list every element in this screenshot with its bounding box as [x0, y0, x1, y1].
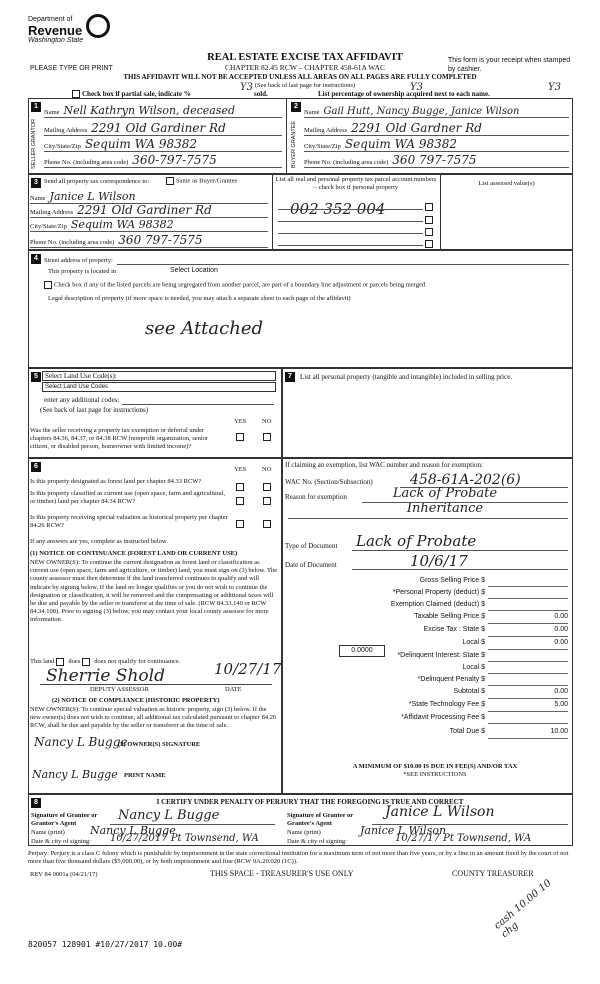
county-treasurer: COUNTY TREASURER	[452, 869, 534, 878]
fee-row	[286, 726, 568, 739]
grantor-name[interactable]: Nancy L Bugge	[90, 824, 176, 837]
buyer-phone[interactable]: 360 797-7575	[392, 153, 477, 167]
exemption-question: Was the seller receiving a property tax exemption or deferral under chapters 84.36, 84.37, or 84.38 RCW (nonprofit organization, senior citizen, or disabled person, homeowner with limited income)?	[30, 427, 209, 450]
grantee-signature[interactable]: Janice L Wilson	[385, 804, 495, 820]
buyer-side-label: BUYER GRANTEE	[291, 120, 297, 168]
treasurer-space: THIS SPACE - TREASURER'S USE ONLY	[210, 869, 354, 878]
ownership-list: List percentage of ownership acquired next to each name.	[318, 90, 490, 98]
fee-label: Excise Tax : State $	[423, 626, 485, 633]
fee-row	[286, 662, 568, 674]
tax-address[interactable]: 2291 Old Gardiner Rd	[77, 203, 212, 217]
tax-phone[interactable]: 360 797-7575	[118, 233, 203, 247]
fee-label: Gross Selling Price $	[419, 577, 485, 584]
grantee-date[interactable]: 10/27/17 Pt Townsend, WA	[395, 833, 532, 844]
fee-row	[286, 637, 568, 650]
tax-addr-label: Mailing Address	[30, 209, 74, 216]
historic-question: Is this property receiving special valuation as historical property per chapter 84.26 RCW?	[30, 514, 228, 529]
recording-stamp: 820057 128901 #10/27/2017 10.00#	[28, 940, 183, 949]
fee-label: *State Technology Fee $	[408, 701, 485, 708]
does-label: does	[68, 658, 81, 665]
divider	[272, 174, 273, 250]
rev-number: REV 84 0001a (04/21/17)	[30, 871, 98, 878]
pct-2: Y3	[410, 82, 423, 93]
buyer-city[interactable]: Sequim WA 98382	[344, 137, 457, 151]
dept-line3: Washington State	[28, 37, 84, 44]
legal-description[interactable]: see Attached	[145, 318, 263, 339]
assessed-header: List assessed value(s)	[478, 180, 535, 187]
print-name-value: Nancy L Bugge	[32, 768, 118, 781]
section-6-no: NO	[262, 466, 272, 473]
fee-label: Local $	[462, 639, 485, 646]
buyer-city-label: City/State/Zip	[304, 143, 341, 150]
grantee-name[interactable]: Janice L Wilson	[360, 824, 447, 837]
fee-row	[286, 575, 568, 587]
located-label: This property is located in	[48, 268, 117, 275]
fee-label: *Delinquent Penalty $	[417, 676, 485, 683]
owner-signature: Nancy L Bugge	[34, 735, 128, 749]
qualify-label: qualify for continuance.	[118, 658, 181, 665]
seller-side-label: SELLER GRANTOR	[31, 118, 37, 170]
current-use-no-checkbox[interactable]	[263, 497, 271, 505]
section-6-yes: YES	[234, 466, 247, 473]
fee-table	[286, 575, 568, 739]
fee-row	[286, 674, 568, 686]
same-as-buyer: Same as Buyer/Grantee	[166, 177, 237, 185]
partial-sale: Check box if partial sale, indicate %	[72, 90, 191, 99]
print-name-label: PRINT NAME	[124, 772, 166, 779]
section-4-number: 4	[31, 254, 41, 264]
additional-codes-field[interactable]	[122, 396, 274, 405]
fee-label: Subtotal $	[453, 688, 485, 695]
section-3-number: 3	[31, 178, 41, 188]
fee-value[interactable]	[488, 662, 568, 674]
perjury-notice: Perjury: Perjury is a class C felony which is punishable by imprisonment in the state correctional institution for a maximum term of not more than five years, or by a fine in an amount fixed by the court of not more than five thousand dollars ($5,000.00), or by both imprisonment and fine (RCW 9A.20.020 (1C)).	[28, 850, 569, 865]
form-title: REAL ESTATE EXCISE TAX AFFIDAVIT	[207, 52, 403, 63]
if-yes-note: If any answers are yes, complete as instructed below.	[30, 538, 168, 545]
section-2-number: 2	[291, 102, 301, 112]
fee-label: Local $	[462, 664, 485, 671]
fee-label: *Delinquent Interest: State $	[397, 652, 485, 659]
seller-phone-label: Phone No. (including area code)	[44, 159, 129, 166]
fee-value[interactable]	[488, 599, 568, 611]
fee-row	[286, 650, 568, 662]
owner-signature-label: (3) OWNER(S) SIGNATURE	[118, 741, 201, 748]
fee-label: Taxable Selling Price $	[414, 613, 485, 620]
buyer-addr-label: Mailing Address	[304, 127, 348, 134]
doc-date-value[interactable]: 10/6/17	[410, 552, 468, 570]
reason-line	[362, 502, 568, 503]
warning-line: THIS AFFIDAVIT WILL NOT BE ACCEPTED UNLESS ALL AREAS ON ALL PAGES ARE FULLY COMPLETED	[123, 73, 477, 81]
current-use-yes-checkbox[interactable]	[236, 497, 244, 505]
cash-note: cash 10.00 10 chg	[492, 877, 554, 941]
dor-logo-mark-icon	[86, 14, 110, 38]
segregation-note: Check box if any of the listed parcels are being segregated from another parcel, are part of a boundary line adjustment or parcels being merged	[44, 281, 425, 289]
forest-question: Is this property designated as forest land per chapter 84.33 RCW?	[30, 478, 202, 485]
certify-statement: I CERTIFY UNDER PENALTY OF PERJURY THAT THE FOREGOING IS TRUE AND CORRECT	[156, 798, 464, 806]
fee-label: Exemption Claimed (deduct) $	[390, 601, 485, 608]
section-5-yes: YES	[234, 418, 247, 425]
section-5-no: NO	[262, 418, 272, 425]
fee-row	[286, 587, 568, 599]
street-label: Street address of property:	[44, 257, 113, 264]
historic-no-checkbox[interactable]	[263, 520, 271, 528]
grantee-name-label: Name (print)	[287, 829, 321, 836]
seller-phone[interactable]: 360-797-7575	[132, 153, 217, 167]
wac-label: WAC No. (Section/Subsection)	[285, 478, 373, 486]
sold-label: sold.	[254, 90, 268, 98]
parcel-line-2	[278, 210, 423, 222]
assessor-date: 10/27/17	[214, 660, 282, 678]
tax-name[interactable]: Janice L Wilson	[49, 190, 136, 203]
grantor-date[interactable]: 10/27/2017 Pt Townsend, WA	[110, 833, 259, 844]
doc-type-label: Type of Document	[285, 542, 338, 550]
see-back: (See back of last page for instructions)	[254, 82, 356, 89]
fee-value[interactable]: 0.00	[488, 624, 568, 637]
land-use-label: Select Land Use Code(s):	[42, 371, 276, 381]
grantor-name-label: Name (print)	[31, 829, 65, 836]
tax-city[interactable]: Sequim WA 98382	[70, 218, 174, 231]
notice-compliance-body: NEW OWNER(S): To continue special valuation as historic property, sign (3) below. If the new owner(s) does not wish to continue, all additional tax calculated pursuant to chapter 84.26 RCW, shall be due and payable by the seller or transferor at the time of sale.	[30, 706, 277, 730]
doc-date-label: Date of Document	[285, 561, 337, 569]
notice-continuance-body: NEW OWNER(S): To continue the current designation as forest land or classification as current use (open space, farm and agriculture, or timber) land, you must sign on (3) below. The county assessor must then determine if the land transferred continues to qualify and will indicate by signing below. If the land no longer qualifies or you do not wish to continue the designation or classification, it will be removed and the compensating or additional taxes will be due and payable by the seller or transferor at the time of sale. (RCW 84.33.140 or RCW 84.34.108). Prior to signing (3) below, you may contact your local county assessor for more information.	[30, 559, 278, 624]
pct-1: Y3	[240, 82, 253, 93]
exemption-yes-checkbox[interactable]	[236, 433, 244, 441]
parcel-line-3	[278, 222, 423, 234]
fee-row	[286, 624, 568, 637]
parcel-line-4	[278, 234, 423, 246]
exemption-no-checkbox[interactable]	[263, 433, 271, 441]
section-5-number: 5	[31, 372, 41, 382]
pct-3: Y3	[548, 82, 561, 93]
fee-value[interactable]	[488, 587, 568, 599]
local-rate-box[interactable]: 0.0000	[339, 645, 385, 657]
parcel-number[interactable]: 002 352 004	[290, 200, 386, 218]
does-not-checkbox[interactable]	[82, 658, 90, 666]
doc-type-value[interactable]: Lack of Probate	[356, 532, 477, 550]
buyer-name-label: Name	[304, 109, 320, 116]
section-5-see-back: (See back of last page for instructions)	[40, 406, 149, 414]
notice-compliance-title: (2) NOTICE OF COMPLIANCE (HISTORIC PROPERTY)	[52, 697, 220, 704]
fee-value[interactable]: 0.00	[488, 611, 568, 624]
seller-name-label: Name	[44, 109, 60, 116]
fee-value[interactable]	[488, 650, 568, 662]
fee-row	[286, 712, 568, 724]
fee-value[interactable]: 0.00	[488, 686, 568, 699]
dept-line1: Department of	[28, 16, 73, 23]
fee-row	[286, 611, 568, 624]
continuance-line	[30, 658, 180, 666]
seller-address[interactable]: 2291 Old Gardiner Rd	[91, 121, 226, 135]
buyer-name[interactable]: Gail Hutt, Nancy Bugge, Janice Wilson	[323, 106, 520, 117]
assessor-date-label: DATE	[225, 686, 242, 693]
assessor-signature: Sherrie Shold	[46, 666, 165, 686]
same-as-buyer-checkbox[interactable]	[166, 177, 174, 185]
parcel-checkbox-4[interactable]	[425, 240, 433, 248]
section-6-number: 6	[31, 462, 41, 472]
send-correspondence-label: Send all property tax correspondence to:	[44, 178, 150, 185]
fee-label: *Personal Property (deduct) $	[392, 589, 485, 596]
segregation-checkbox[interactable]	[44, 281, 52, 289]
deputy-assessor-label: DEPUTY ASSESSOR	[90, 686, 149, 693]
seller-addr-label: Mailing Address	[44, 127, 88, 134]
does-not-label: does not	[94, 658, 117, 665]
street-field[interactable]	[117, 257, 569, 265]
grantor-date-label: Date & city of signing:	[31, 838, 91, 845]
exemption-claim-label: If claiming an exemption, list WAC number and reason for exemption:	[285, 461, 483, 469]
doc-type-line	[352, 550, 568, 551]
grantor-signature[interactable]: Nancy L Bugge	[118, 808, 220, 823]
parcel-header: List all real and personal property tax parcel account numbers – check box if personal property	[275, 176, 437, 191]
forest-no-checkbox[interactable]	[263, 483, 271, 491]
reason-label: Reason for exemption	[285, 493, 347, 501]
fee-label: *Affidavit Processing Fee $	[401, 714, 485, 721]
fee-value[interactable]: 10.00	[488, 726, 568, 739]
fee-value[interactable]	[488, 712, 568, 724]
fee-value[interactable]: 0.00	[488, 637, 568, 650]
notice-continuance-title: (1) NOTICE OF CONTINUANCE (FOREST LAND OR CURRENT USE)	[30, 550, 238, 557]
grantor-sig-label: Signature of Grantor or Grantor's Agent	[31, 812, 98, 827]
please-type: PLEASE TYPE OR PRINT	[30, 65, 113, 72]
reason-line-2	[288, 518, 568, 519]
grantee-date-label: Date & city of signing:	[287, 838, 347, 845]
parcel-line-1	[278, 196, 423, 210]
fee-value[interactable]	[488, 575, 568, 587]
reason-value[interactable]: Lack of Probate Inheritance	[392, 486, 498, 516]
this-land-label: This land	[30, 658, 55, 665]
location-select[interactable]: Select Location	[170, 267, 218, 274]
fee-value[interactable]: 5.00	[488, 699, 568, 712]
receipt-note: This form is your receipt when stamped by cashier.	[448, 57, 571, 73]
form-chapter: CHAPTER 82.45 RCW – CHAPTER 458-61A WAC	[225, 63, 385, 72]
wac-number[interactable]: 458-61A-202(6)	[410, 472, 521, 488]
fee-row	[286, 599, 568, 611]
legal-label: Legal description of property (if more space is needed, you may attach a separate sheet to each page of the affidavit)	[48, 295, 351, 302]
fee-row	[286, 686, 568, 699]
dept-line2: Revenue	[28, 23, 83, 38]
personal-property-label: List all personal property (tangible and intangible) included in selling price.	[300, 373, 513, 381]
tax-name-label: Name	[30, 195, 46, 202]
additional-codes-label: enter any additional codes:	[44, 396, 120, 404]
section-7-number: 7	[285, 372, 295, 382]
grantee-sig-label: Signature of Grantee or Grantee's Agent	[287, 812, 354, 827]
historic-yes-checkbox[interactable]	[236, 520, 244, 528]
see-instructions: *SEE INSTRUCTIONS	[403, 771, 467, 778]
minimum-note: A MINIMUM OF $10.00 IS DUE IN FEE(S) AND/OR TAX	[352, 763, 518, 770]
seller-city[interactable]: Sequim WA 98382	[84, 137, 197, 151]
assessor-line	[40, 684, 272, 685]
buyer-address[interactable]: 2291 Old Gardner Rd	[351, 121, 482, 135]
fee-row	[286, 699, 568, 712]
section-1-number: 1	[31, 102, 41, 112]
divider	[440, 174, 441, 250]
forest-yes-checkbox[interactable]	[236, 483, 244, 491]
seller-city-label: City/State/Zip	[44, 143, 81, 150]
land-use-select[interactable]: Select Land Use Codes	[42, 382, 276, 392]
tax-phone-label: Phone No. (including area code)	[30, 239, 115, 246]
fee-label: Total Due $	[449, 728, 485, 735]
does-checkbox[interactable]	[56, 658, 64, 666]
fee-value[interactable]	[488, 674, 568, 686]
current-use-question: Is this property classified as current use (open space, farm and agricultural, or timber) land per chapter 84.34 RCW?	[30, 490, 226, 505]
section-8-number: 8	[31, 798, 41, 808]
seller-name[interactable]: Nell Kathryn Wilson, deceased	[63, 104, 236, 117]
doc-date-line	[352, 569, 568, 570]
tax-city-label: City/State/Zip	[30, 223, 67, 230]
divider	[286, 98, 287, 174]
buyer-phone-label: Phone No. (including area code)	[304, 159, 389, 166]
